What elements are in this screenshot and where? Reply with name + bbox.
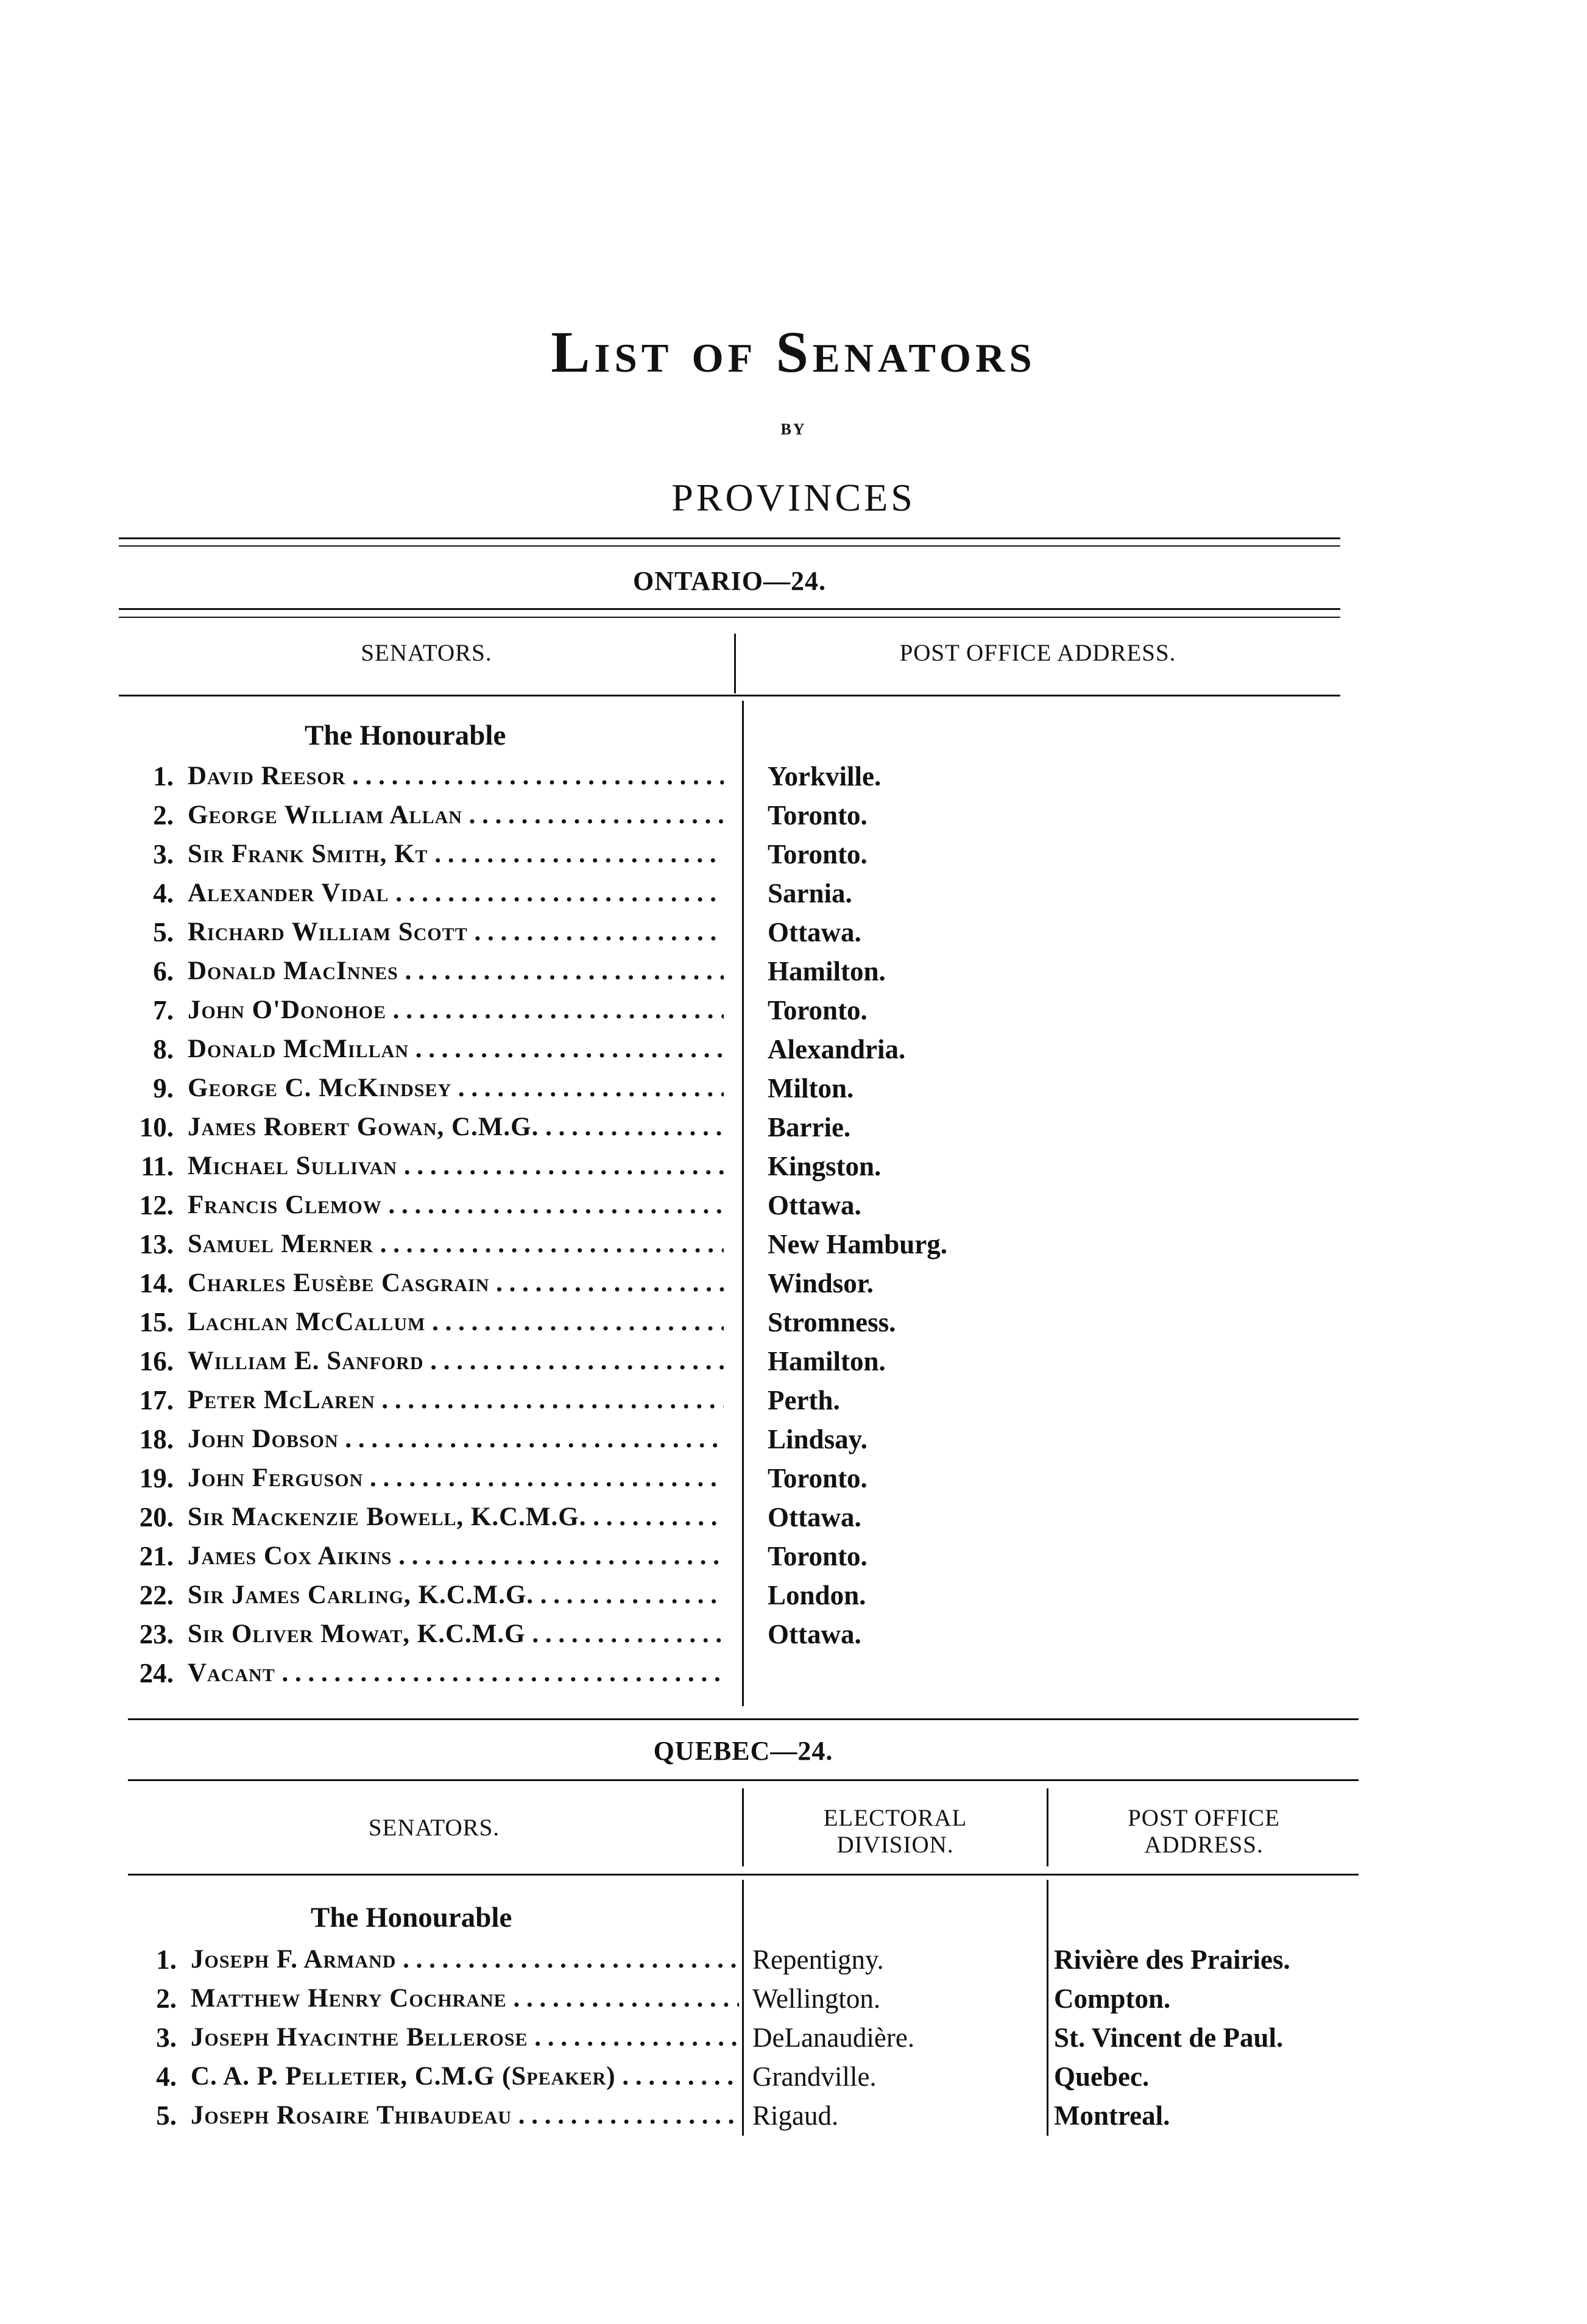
post-office-address: Hamilton. — [768, 1346, 886, 1376]
senator-name: Joseph Hyacinthe Bellerose . . . — [191, 2018, 739, 2057]
table-row — [116, 835, 969, 874]
electoral-division: Wellington. — [752, 1983, 881, 2014]
senator-name: Lachlan McCallum . . . — [188, 1303, 724, 1342]
table-row — [116, 1654, 969, 1693]
electoral-division: DeLanaudière. — [752, 2022, 915, 2053]
post-office-address: Hamilton. — [768, 956, 886, 987]
row-number: 2. — [156, 1983, 177, 2014]
table-row — [116, 1381, 969, 1420]
senator-name: Richard William Scott . . . — [188, 913, 724, 952]
row-number: 12. — [139, 1190, 174, 1220]
ontario-senators-column-header: SENATORS. — [361, 640, 492, 666]
senator-name: Samuel Merner . . . — [188, 1225, 724, 1264]
quebec-address-column-header — [1049, 1805, 1359, 1858]
post-office-address: Ottawa. — [768, 917, 861, 948]
table-row — [116, 1147, 969, 1186]
row-number: 15. — [139, 1307, 174, 1337]
quebec-division-column-header — [744, 1805, 1046, 1858]
post-office-address: Compton. — [1054, 1983, 1171, 2014]
senator-name: John Ferguson . . . — [188, 1459, 724, 1498]
electoral-division: Repentigny. — [752, 1944, 884, 1975]
row-number: 19. — [139, 1463, 174, 1493]
post-office-address: Montreal. — [1054, 2100, 1170, 2131]
post-office-address: Ottawa. — [768, 1190, 861, 1220]
quebec-address-header-line-1: POST OFFICE — [1128, 1805, 1280, 1831]
row-number: 10. — [139, 1112, 174, 1143]
post-office-address: Milton. — [768, 1073, 854, 1104]
post-office-address: London. — [768, 1580, 866, 1610]
column-divider — [1047, 1788, 1048, 1866]
row-number: 9. — [153, 1073, 174, 1104]
post-office-address: Toronto. — [768, 995, 868, 1026]
table-row — [116, 1615, 969, 1654]
divider-rule — [128, 1779, 1359, 1781]
post-office-address: Sarnia. — [768, 878, 852, 909]
row-number: 5. — [153, 917, 174, 948]
table-row — [119, 1979, 1355, 2018]
table-row — [116, 913, 969, 952]
senator-name: Sir Mackenzie Bowell, K.C.M.G. . . . — [188, 1498, 724, 1537]
post-office-address: Lindsay. — [768, 1424, 868, 1454]
row-number: 4. — [156, 2061, 177, 2092]
row-number: 6. — [153, 956, 174, 987]
table-row — [119, 2096, 1355, 2135]
table-row — [116, 1498, 969, 1537]
row-number: 1. — [153, 761, 174, 792]
table-row — [116, 1069, 969, 1108]
table-row — [116, 1420, 969, 1459]
senator-name: George C. McKindsey . . . — [188, 1069, 724, 1108]
row-number: 4. — [153, 878, 174, 909]
senator-name: Michael Sullivan . . . — [188, 1147, 724, 1186]
column-divider — [742, 1788, 744, 1866]
post-office-address: Toronto. — [768, 800, 868, 831]
divider-rule — [128, 1874, 1359, 1876]
row-number: 1. — [156, 1944, 177, 1975]
senator-name: George William Allan . . . — [188, 796, 724, 835]
senator-name: James Robert Gowan, C.M.G. . . . — [188, 1108, 724, 1147]
table-row — [119, 1940, 1355, 1979]
row-number: 11. — [141, 1151, 174, 1181]
page-title: List of Senators — [551, 319, 1036, 384]
row-number: 23. — [139, 1619, 174, 1649]
divider-rule — [119, 545, 1340, 547]
column-divider — [734, 634, 736, 693]
divider-rule — [119, 608, 1340, 610]
post-office-address: Toronto. — [768, 839, 868, 870]
row-number: 22. — [139, 1580, 174, 1610]
table-row — [116, 1537, 969, 1576]
senator-name: Peter McLaren . . . — [188, 1381, 724, 1420]
table-row — [116, 1342, 969, 1381]
table-row — [116, 757, 969, 796]
senator-name: Francis Clemow . . . — [188, 1186, 724, 1225]
table-row — [116, 1576, 969, 1615]
senator-name: Donald McMillan . . . — [188, 1030, 724, 1069]
quebec-honourable-label: The Honourable — [311, 1902, 512, 1933]
ontario-honourable-label: The Honourable — [305, 720, 506, 751]
post-office-address: Stromness. — [768, 1307, 896, 1337]
row-number: 13. — [139, 1229, 174, 1259]
row-number: 8. — [153, 1034, 174, 1065]
quebec-address-header-line-2: ADDRESS. — [1144, 1832, 1264, 1858]
senator-name: C. A. P. Pelletier, C.M.G (Speaker) . . . — [191, 2057, 739, 2096]
senator-name: Joseph F. Armand . . . — [191, 1940, 739, 1979]
senator-name: Matthew Henry Cochrane . . . — [191, 1979, 739, 2018]
table-row — [116, 1186, 969, 1225]
post-office-address: Kingston. — [768, 1151, 882, 1181]
quebec-senators-column-header: SENATORS. — [368, 1815, 500, 1841]
electoral-division: Rigaud. — [752, 2100, 839, 2131]
table-row — [116, 1459, 969, 1498]
senator-name: Vacant . . . — [188, 1654, 724, 1693]
post-office-address: Perth. — [768, 1385, 840, 1415]
row-number: 14. — [139, 1268, 174, 1298]
senator-name: Joseph Rosaire Thibaudeau . . . — [191, 2096, 739, 2135]
table-row — [116, 1303, 969, 1342]
row-number: 3. — [156, 2022, 177, 2053]
table-row — [119, 2057, 1355, 2096]
senator-name: David Reesor . . . — [188, 757, 724, 796]
table-row — [116, 1030, 969, 1069]
ontario-address-column-header: POST OFFICE ADDRESS. — [899, 640, 1176, 666]
row-number: 3. — [153, 839, 174, 870]
ontario-heading: ONTARIO—24. — [633, 566, 826, 596]
post-office-address: St. Vincent de Paul. — [1054, 2022, 1284, 2053]
post-office-address: Rivière des Prairies. — [1054, 1944, 1290, 1975]
post-office-address: Quebec. — [1054, 2061, 1150, 2092]
senator-name: Donald MacInnes . . . — [188, 952, 724, 991]
post-office-address: Ottawa. — [768, 1619, 861, 1649]
post-office-address: Yorkville. — [768, 761, 882, 792]
row-number: 18. — [139, 1424, 174, 1454]
row-number: 7. — [153, 995, 174, 1026]
page-subtitle: PROVINCES — [671, 476, 916, 519]
senator-name: Sir Frank Smith, Kt . . . — [188, 835, 724, 874]
senator-name: William E. Sanford . . . — [188, 1342, 724, 1381]
row-number: 20. — [139, 1502, 174, 1532]
row-number: 24. — [139, 1658, 174, 1688]
senator-name: Sir Oliver Mowat, K.C.M.G . . . — [188, 1615, 724, 1654]
post-office-address: Toronto. — [768, 1463, 868, 1493]
post-office-address: Alexandria. — [768, 1034, 906, 1065]
table-row — [119, 2018, 1355, 2057]
senator-name: Sir James Carling, K.C.M.G. . . . — [188, 1576, 724, 1615]
table-row — [116, 1264, 969, 1303]
divider-rule — [119, 537, 1340, 539]
post-office-address: New Hamburg. — [768, 1229, 947, 1259]
post-office-address: Barrie. — [768, 1112, 851, 1143]
row-number: 21. — [139, 1541, 174, 1571]
post-office-address: Windsor. — [768, 1268, 874, 1298]
table-row — [116, 1225, 969, 1264]
quebec-division-header-line-1: ELECTORAL — [823, 1805, 967, 1831]
senator-name: John Dobson . . . — [188, 1420, 724, 1459]
table-row — [116, 952, 969, 991]
senator-name: Charles Eusèbe Casgrain . . . — [188, 1264, 724, 1303]
divider-rule — [119, 617, 1340, 618]
table-row — [116, 991, 969, 1030]
divider-rule — [119, 695, 1340, 696]
senator-name: Alexander Vidal . . . — [188, 874, 724, 913]
divider-rule — [128, 1718, 1359, 1720]
quebec-division-header-line-2: DIVISION. — [836, 1832, 954, 1858]
row-number: 5. — [156, 2100, 177, 2131]
title-by: BY — [780, 420, 807, 438]
row-number: 16. — [139, 1346, 174, 1376]
table-row — [116, 874, 969, 913]
row-number: 17. — [139, 1385, 174, 1415]
quebec-heading: QUEBEC—24. — [653, 1736, 833, 1766]
table-row — [116, 796, 969, 835]
post-office-address: Toronto. — [768, 1541, 868, 1571]
row-number: 2. — [153, 800, 174, 831]
senator-name: John O'Donohoe . . . — [188, 991, 724, 1030]
post-office-address: Ottawa. — [768, 1502, 861, 1532]
table-row — [116, 1108, 969, 1147]
electoral-division: Grandville. — [752, 2061, 877, 2092]
senator-name: James Cox Aikins . . . — [188, 1537, 724, 1576]
